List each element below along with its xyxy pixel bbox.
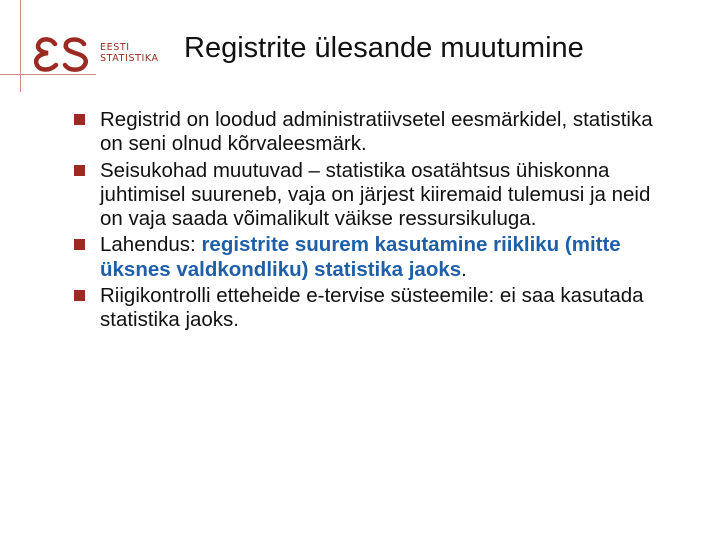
- bullet-emphasis: registrite suurem kasutamine riikliku (mitte üksnes valdkondliku) statistika jaoks: [100, 233, 621, 281]
- logo-wordmark: [100, 42, 159, 64]
- bullet-list: [74, 108, 674, 335]
- slide-title: Registrite ülesande muutumine: [184, 32, 584, 64]
- bullet-item: [74, 108, 674, 157]
- logo-vertical-line: [20, 0, 21, 92]
- bullet-item: [74, 233, 674, 282]
- bullet-suffix: .: [461, 257, 467, 281]
- bullet-text: Seisukohad muutuvad – statistika osatähtsus ühiskonna juhtimisel suureneb, vaja on järjest kiiremaid tulemusi ja neid on vaja saada võimalikult väikse ressursikuluga.: [100, 158, 651, 231]
- bullet-square-icon: [74, 290, 85, 301]
- bullet-item: [74, 159, 674, 232]
- bullet-text: Registrid on loodud administratiivsetel eesmärkidel, statistika on seni olnud kõrvaleesmärk.: [100, 108, 653, 156]
- logo-line-1: EESTI: [100, 42, 130, 53]
- bullet-square-icon: [74, 165, 85, 176]
- bullet-square-icon: [74, 239, 85, 250]
- bullet-prefix: Lahendus:: [100, 233, 202, 257]
- statistics-estonia-logo-icon: [28, 24, 96, 94]
- logo-line-2: STATISTIKA: [100, 53, 159, 64]
- bullet-item: [74, 284, 674, 333]
- bullet-square-icon: [74, 114, 85, 125]
- bullet-text: Riigikontrolli etteheide e-tervise süsteemile: ei saa kasutada statistika jaoks.: [100, 284, 644, 332]
